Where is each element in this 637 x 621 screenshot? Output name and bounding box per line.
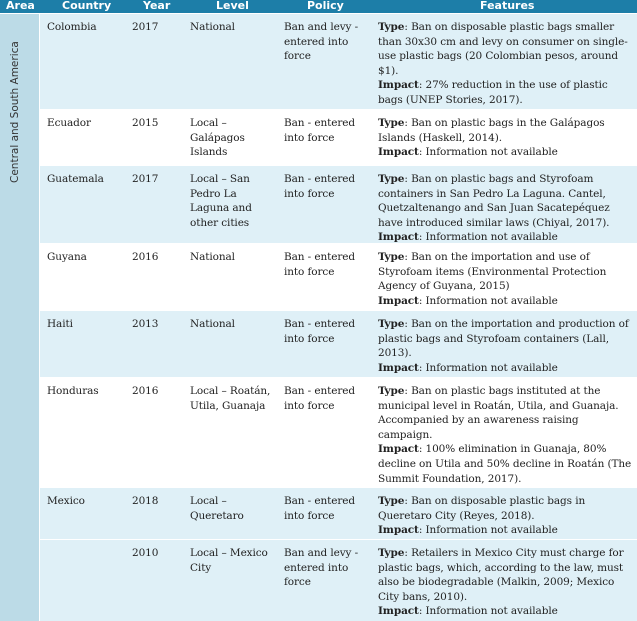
country-cell: Honduras [47,385,99,397]
year-cell: 2015 [132,117,159,129]
type-text: : Ban on plastic bags in the Galápagos Islands (Haskell, 2014). [378,117,605,144]
impact-text: : Information not available [418,524,558,537]
level-cell: Local – Queretaro [190,495,244,522]
type-label: Type [378,318,405,330]
features-cell [378,546,635,619]
features-cell [378,384,635,486]
level-cell: Local – Mexico City [190,547,268,574]
country-cell: Ecuador [47,117,91,129]
impact-label: Impact [378,231,419,244]
type-text: : Ban on the importation and production of plastic bags and Styrofoam containers (Lall, 2013). [378,318,629,360]
country-cell: Guatemala [47,173,104,185]
level-cell: National [190,318,235,330]
header-year: Year [143,0,171,12]
policy-cell: Ban - entered into force [284,173,356,200]
policy-cell: Ban - entered into force [284,495,356,522]
impact-label: Impact [378,605,419,618]
type-text: : Ban on plastic bags instituted at the municipal level in Roatán, Utila, and Guanaja. Accompanied by an awareness raising campaign. [378,385,619,441]
impact-label: Impact [378,443,419,456]
header-country: Country [62,0,112,12]
year-cell: 2010 [132,547,159,559]
table-row [40,244,637,310]
country-cell: Guyana [47,251,87,263]
policy-cell: Ban - entered into force [284,117,356,144]
impact-text: : Information not available [418,361,558,374]
country-cell: Colombia [47,21,97,33]
type-text: : Ban on plastic bags and Styrofoam containers in San Pedro La Laguna. Cantel, Quetzaltenango and San Juan Sacatepéquez have introduced similar laws (Chiyal, 2017). [378,173,610,229]
table-header [0,0,637,13]
type-label: Type [378,385,405,397]
impact-label: Impact [378,361,419,374]
country-cell: Mexico [47,495,85,507]
header-policy: Policy [307,0,344,12]
table-row [40,488,637,539]
impact-text: : Information not available [418,231,558,244]
table-row [40,14,637,109]
year-cell: 2013 [132,318,159,330]
impact-text: : Information not available [418,146,558,159]
impact-text: : 100% elimination in Guanaja, 80% decline on Utila and 50% decline in Roatán (The Summit Foundation, 2017). [378,443,632,485]
features-cell [378,494,635,538]
type-label: Type [378,547,405,559]
type-text: : Ban on disposable plastic bags smaller than 30x30 cm and levy on consumer on single-use plastic bags (20 Colombian pesos, around $1). [378,21,628,77]
table-row [40,378,637,487]
type-label: Type [378,173,405,185]
features-cell [378,172,635,245]
features-cell [378,20,635,108]
impact-label: Impact [378,524,419,537]
header-level: Level [216,0,249,12]
type-text: : Ban on disposable plastic bags in Queretaro City (Reyes, 2018). [378,495,586,522]
level-cell: Local – San Pedro La Laguna and other cities [190,173,252,229]
level-cell: Local – Galápagos Islands [190,117,245,159]
type-label: Type [378,117,405,129]
table-row [40,311,637,377]
area-label-wrap [9,41,25,184]
policy-cell: Ban - entered into force [284,251,356,278]
level-cell: National [190,251,235,263]
header-area: Area [6,0,35,12]
year-cell: 2016 [132,251,159,263]
year-cell: 2018 [132,495,159,507]
impact-text: : Information not available [418,294,558,307]
year-cell: 2017 [132,21,159,33]
features-cell [378,250,635,308]
impact-label: Impact [378,294,419,307]
table-row [40,540,637,621]
policy-cell: Ban and levy - entered into force [284,547,359,589]
table-row [40,166,637,243]
area-label: Central and South America [9,41,21,183]
level-cell: National [190,21,235,33]
impact-label: Impact [378,79,419,92]
policy-cell: Ban - entered into force [284,318,356,345]
policy-cell: Ban and levy - entered into force [284,21,359,63]
policy-cell: Ban - entered into force [284,385,356,412]
type-label: Type [378,21,405,33]
header-features: Features [480,0,535,12]
features-cell [378,116,635,160]
type-label: Type [378,251,405,263]
impact-label: Impact [378,146,419,159]
level-cell: Local – Roatán, Utila, Guanaja [190,385,271,412]
type-text: : Retailers in Mexico City must charge for plastic bags, which, according to the law, must also be biodegradable (Malkin, 2009; Mexico City bans, 2010). [378,547,624,603]
year-cell: 2017 [132,173,159,185]
table-row [40,110,637,165]
country-cell: Haiti [47,318,73,330]
impact-text: : 27% reduction in the use of plastic bags (UNEP Stories, 2017). [378,79,608,106]
features-cell [378,317,635,375]
impact-text: : Information not available [418,605,558,618]
type-label: Type [378,495,405,507]
year-cell: 2016 [132,385,159,397]
type-text: : Ban on the importation and use of Styrofoam items (Environmental Protection Agency of Guyana, 2015) [378,251,607,293]
